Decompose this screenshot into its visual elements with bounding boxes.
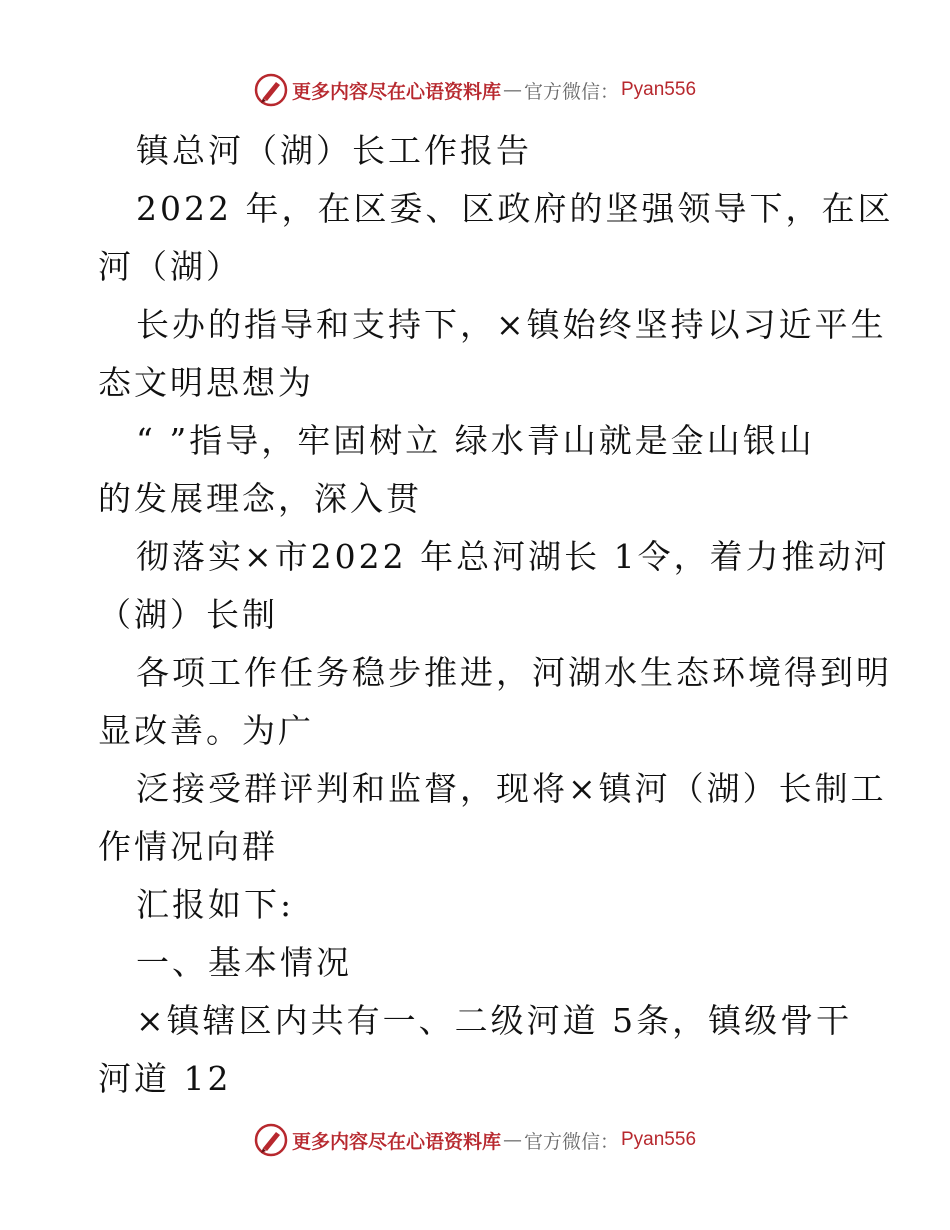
paragraph-line: “ ”指导，牢固树立 绿水青山就是金山银山 (136, 421, 815, 460)
paragraph-line: 2022 年，在区委、区政府的坚强领导下，在区 (136, 189, 894, 228)
banner-slogan: 更多内容尽在心语资料库 (291, 1130, 501, 1153)
header-banner (0, 70, 950, 110)
paragraph-line: 河（湖） (98, 247, 242, 286)
paragraph-line: 彻落实×市2022 年总河湖长 1令，着力推动河 (136, 537, 890, 576)
paragraph-line: 泛接受群评判和监督，现将×镇河（湖）长制工 (136, 769, 887, 808)
wechat-id: Pyan556 (621, 79, 697, 100)
pen-logo-icon (254, 1123, 288, 1157)
paragraph-line: ×镇辖区内共有一、二级河道 5条，镇级骨干 (136, 1001, 853, 1040)
pen-logo-icon (254, 73, 288, 107)
footer-banner (0, 1120, 950, 1160)
paragraph-line: 汇报如下: (136, 885, 295, 924)
banner-separator: — (502, 1129, 522, 1151)
paragraph-line: 作情况向群 (98, 827, 278, 866)
banner-slogan: 更多内容尽在心语资料库 (291, 80, 501, 103)
document-body (98, 122, 894, 1108)
paragraph-line: （湖）长制 (98, 595, 278, 634)
paragraph-line: 河道 12 (98, 1059, 232, 1098)
paragraph-line: 的发展理念，深入贯 (98, 479, 422, 518)
paragraph-line: 显改善。为广 (98, 711, 314, 750)
paragraph-line: 各项工作任务稳步推进，河湖水生态环境得到明 (136, 653, 892, 692)
paragraph-line: 长办的指导和支持下，×镇始终坚持以习近平生 (136, 305, 887, 344)
paragraph-line: 态文明思想为 (98, 363, 314, 402)
document-title: 镇总河（湖）长工作报告 (136, 131, 532, 170)
banner-separator: — (502, 79, 522, 101)
wechat-id: Pyan556 (621, 1129, 697, 1150)
section-heading: 一、基本情况 (136, 943, 352, 982)
wechat-label: 官方微信： (523, 1130, 619, 1153)
wechat-label: 官方微信： (523, 80, 619, 103)
